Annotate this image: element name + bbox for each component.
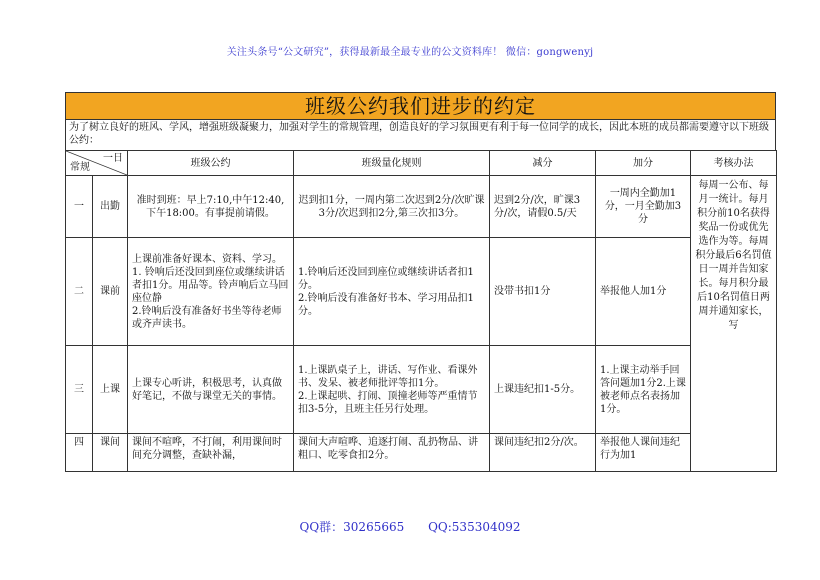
col-header-rules: 班级量化规则: [294, 151, 490, 176]
row-category: 课前: [93, 238, 128, 346]
row-deduct: 没带书扣1分: [490, 238, 596, 346]
footer-contact: [0, 518, 820, 535]
assess-method-cell: 每周一公布、每月一统计。每月积分前10名获得奖品一份或优先选作为等。每周积分最后6名罚值日一周并告知家长。每月积分最后10名罚值日两周并通知家长，写: [691, 176, 777, 472]
row-convention: 上课前准备好课本、资料、学习。 1. 铃响后还没回到座位或继续讲话者扣1分。用品等。铃声响后立马回座位静 2.铃响后没有准备好书坐等待老师或齐声读书。: [128, 238, 294, 346]
qq-number: QQ:535304092: [428, 520, 521, 534]
row-category: 上课: [93, 346, 128, 434]
header-promo-note: 关注头条号“公文研究”，获得最新最全最专业的公文资料库！ 微信：gongwenyj: [226, 47, 594, 58]
row-deduct: 迟到2分/次，旷课3分/次，请假0.5/天: [490, 176, 596, 238]
row-number: 二: [66, 238, 93, 346]
row-rules: 1.铃响后还没回到座位或继续讲话者扣1分。 2.铃响后没有准备好书本、学习用品扣1分。: [294, 238, 490, 346]
row-number: 一: [66, 176, 93, 238]
row-deduct: 课间违纪扣2分/次。: [490, 434, 596, 472]
row-convention: 准时到班：早上7:10,中午12:40,下午18:00。有事提前请假。: [128, 176, 294, 238]
corner-bottom-label: 常规: [70, 162, 90, 173]
col-header-add: 加分: [596, 151, 691, 176]
row-convention: 上课专心听讲，积极思考，认真做好笔记，不做与课堂无关的事情。: [128, 346, 294, 434]
col-header-assess: 考核办法: [691, 151, 777, 176]
table-row: [66, 238, 777, 346]
row-add: 举报他人课间违纪行为加1: [596, 434, 691, 472]
row-convention: 课间不喧哗，不打闹，利用课间时间充分调整，查缺补漏，: [128, 434, 294, 472]
row-category: 出勤: [93, 176, 128, 238]
row-add: 举报他人加1分: [596, 238, 691, 346]
col-header-convention: 班级公约: [128, 151, 294, 176]
corner-header-cell: [66, 151, 128, 176]
row-rules: 课间大声喧哗、追逐打闹、乱扔物品、讲粗口、吃零食扣2分。: [294, 434, 490, 472]
table-header-row: [66, 151, 777, 176]
row-add: 一周内全勤加1分，一月全勤加3分: [596, 176, 691, 238]
row-category: 课间: [93, 434, 128, 472]
corner-top-label: 一日: [103, 153, 123, 164]
intro-paragraph: 为了树立良好的班风、学风，增强班级凝聚力，加强对学生的常规管理，创造良好的学习氛围更有利于每一位同学的成长，因此本班的成员都需要遵守以下班级公约：: [65, 120, 776, 150]
table-row: [66, 434, 777, 472]
row-rules: 迟到扣1分，一周内第二次迟到2分/次旷课3分/次迟到扣2分,第三次扣3分。: [294, 176, 490, 238]
qq-group-number: QQ群：30265665: [299, 520, 405, 534]
row-number: 三: [66, 346, 93, 434]
table-row: [66, 176, 777, 238]
row-add: 1.上课主动举手回答问题加1分2.上课被老师点名表扬加1分。: [596, 346, 691, 434]
convention-document: [65, 92, 776, 472]
row-number: 四: [66, 434, 93, 472]
page-title: 班级公约我们进步的约定: [65, 92, 776, 120]
convention-table: [65, 150, 777, 472]
row-rules: 1.上课趴桌子上，讲话、写作业、看课外书、发呆、被老师批评等扣1分。 2.上课起哄、打闹、顶撞老师等严重情节扣3-5分，且班主任另行处理。: [294, 346, 490, 434]
table-row: [66, 346, 777, 434]
col-header-deduct: 减分: [490, 151, 596, 176]
row-deduct: 上课违纪扣1-5分。: [490, 346, 596, 434]
